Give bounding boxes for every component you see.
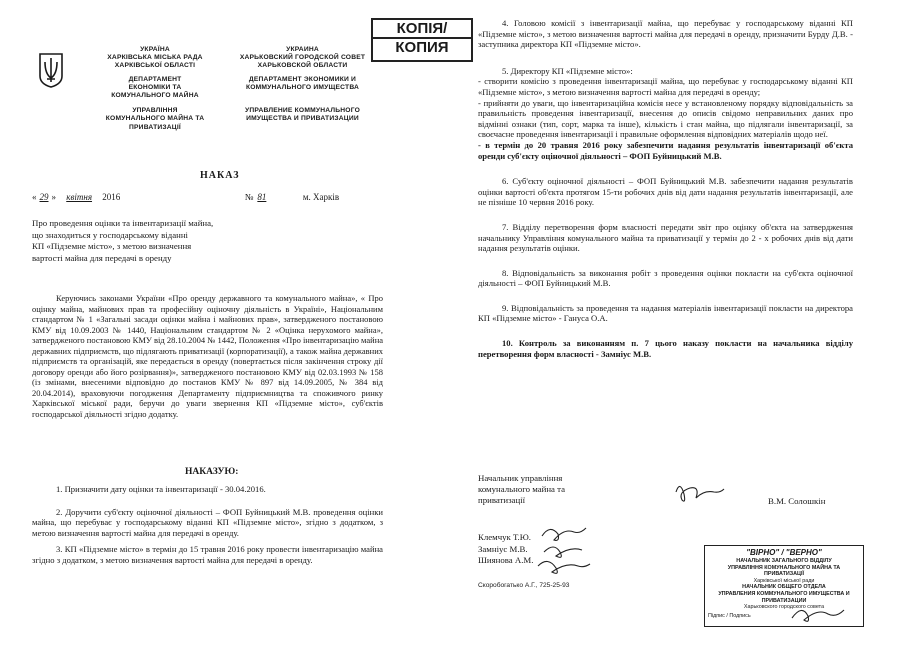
signatory-line: приватизації [478, 495, 526, 505]
copy-stamp-line: КОПІЯ/ [373, 20, 471, 39]
subject-line: що знаходиться у господарському віданні [32, 229, 188, 240]
order-heading: НАКАЗУЮ: [185, 467, 239, 477]
number-prefix: № [244, 192, 254, 202]
item-3: 3. КП «Підземне місто» в термін до 15 травня 2016 року провести інвентаризацію майна згідно з додатком, з метою визначення вартості майна для передачі в оренду. [32, 544, 383, 565]
item-9: 9. Відповідальність за проведення та надання матеріалів інвентаризації покласти на директора КП «Підземне місто» - Гануса О.А. [478, 302, 853, 324]
verno-stamp-line: НАЧАЛЬНИК ОБЩЕГО ОТДЕЛА [742, 584, 826, 591]
header-left-line: КОМУНАЛЬНОГО МАЙНА [111, 92, 199, 100]
item-8: 8. Відповідальність за виконання робіт з проведення оцінки покласти на суб'єкта оціночної діяльності – ФОП Буйницький М.В. [478, 267, 853, 289]
header-right-line: ИМУЩЕСТВА И ПРИВАТИЗАЦИИ [246, 115, 359, 123]
document-title: НАКАЗ [200, 170, 240, 181]
subject-line: Про проведення оцінки та інвентаризації майна, [32, 218, 214, 228]
approval-name: Клемчук Т.Ю. [478, 532, 531, 542]
item-5-b: - прийняти до уваги, що інвентаризаційна комісія несе у встановленому порядку відповідальність за правильність проведення інвентаризації, внесення до описів свідомо неправильних даних про відмінні ознаки (тип, сорт, марка та інше), кількість і стан майна, що підлягали інвентаризації, за своєчасне проведення інвентаризації і правильне оформлення відповідних матеріалів щодо неї. [478, 97, 853, 140]
verno-stamp-line: Харьковского городского совета [743, 604, 825, 611]
signatory-name: В.М. Солошкін [768, 496, 826, 506]
subject-line: КП «Підземне місто», з метою визначення [32, 241, 192, 251]
verno-stamp-line: НАЧАЛЬНИК ЗАГАЛЬНОГО ВІДДІЛУ [736, 558, 832, 564]
approval-name: Замніус М.В. [478, 543, 528, 554]
verno-stamp-line: Харківської міської ради [753, 577, 815, 584]
header-left-line: ДЕПАРТАМЕНТ [128, 75, 182, 83]
verno-signature [788, 602, 848, 626]
header-right-line: КОММУНАЛЬНОГО ИМУЩЕСТВА [245, 83, 360, 91]
signatory-line: комунального майна та [478, 484, 565, 494]
header-left-line: КОМУНАЛЬНОГО МАЙНА ТА [105, 115, 205, 123]
head-signature [670, 478, 728, 512]
header-left-line: ЕКОНОМІКИ ТА [128, 83, 182, 91]
item-10: 10. Контроль за виконанням п. 7 цього наказу покласти на начальника відділу перетворення форм власності - Замніус М.В. [478, 338, 853, 359]
verno-stamp-line: "ВІРНО" / "ВЕРНО" [746, 548, 822, 557]
date-month: квітня [66, 192, 93, 202]
item-4: 4. Головою комісії з інвентаризації майна, що перебуває у господарському віданні КП «Підземне місто», з метою визначення вартості майна для передачі в оренду, призначити Бурду Д.В. - заступника директора КП «Підземне місто». [478, 18, 853, 50]
verno-stamp-line: Підпис / Подпись [708, 612, 751, 619]
approval-name: Шиянова А.М. [478, 555, 534, 565]
date-line [32, 192, 382, 203]
header-left-line: ХАРКІВСЬКА МІСЬКА РАДА [107, 54, 203, 62]
signatory-position [478, 473, 628, 506]
subject-line: вартості майна для передачі в оренду [32, 252, 172, 263]
date-year: 2016 [102, 192, 121, 202]
copy-stamp [371, 18, 473, 62]
item-2: 2. Доручити суб'єкту оціночної діяльності – ФОП Буйницький М.В. проведення оцінки майна, що перебуває у господарському віданні КП «Підземне місто», згідно з додатком, з метою визначення вартості майна для передачі в оренду. [32, 506, 383, 538]
approval-signatures [530, 522, 600, 584]
items-right [478, 18, 853, 362]
header-left-line: УКРАЇНА [140, 46, 170, 53]
signatory-line: Начальник управління [478, 473, 563, 483]
item-5-a: - створити комісію з проведення інвентаризації майна, що перебуває у господарському віданні КП «Підземне місто», з метою визначення вартості майна для передачі в оренду; [478, 76, 853, 97]
verno-stamp-line: УПРАВЛЕНИЯ КОММУНАЛЬНОГО ИМУЩЕСТВА И ПРИВАТИЗАЦИИ [718, 590, 850, 604]
header-left-line: ПРИВАТИЗАЦІЇ [129, 123, 181, 131]
header-right-line: ХАРЬКОВСКИЙ ГОРОДСКОЙ СОВЕТ [239, 54, 366, 62]
date-day: 29 [39, 192, 49, 202]
date-close: » [51, 192, 56, 202]
header-right-line: ХАРЬКОВСКОЙ ОБЛАСТИ [257, 62, 348, 70]
item-6: 6. Суб'єкту оціночної діяльності – ФОП Буйницький М.В. забезпечити надання результатів оцінки вартості об'єкта протягом 15-ти робочих днів від дати надання результатів інвентаризації, але не пізніше 10 червня 2016 року. [478, 176, 853, 208]
item-5-heading: 5. Директору КП «Підземне місто»: [502, 65, 633, 76]
executor-info: Скоробогатько А.Г., 725-25-93 [478, 582, 570, 589]
header-right-line: ДЕПАРТАМЕНТ ЭКОНОМИКИ И [248, 75, 357, 83]
preamble: Керуючись законами України «Про оренду державного та комунального майна», « Про оцінку майна, майнових прав та професійну оціночну діяльність в Україні», Національним стандартом № 1 «Загальні засади оцінки майна і майнових прав», затвердженого постановою КМУ від 10.09.2003 № 1440, Національним стандартом № 2 «Оцінка нерухомого майна», затвердженого постановою КМУ від 28.10.2004 № 1442, Положення «Про інвентаризацію майна державних підприємств, що підлягають приватизації (корпоратизації), а також майна державних підприємств та організацій, яке передається в оренду (повертається після закінчення строку дії договору оренди або його розірвання)», затвердженого постановою КМУ від 02.03.1993 № 158 (із змінами, внесеними відповідно до постанов КМУ № 897 від 14.09.2005, № 384 від 20.04.2014), враховуючи погодження Департаменту підприємництва та споживчого ринку Харківської міської ради, беручи до уваги звернення КП «Підземне місто», суб'єктів господарської діяльності згідно додатку. [32, 293, 384, 419]
item-5-c: - в термін до 20 травня 2016 року забезпечити надання результатів інвентаризації об'єкта оренди суб'єкту оціночної діяльності – ФОП Буйницький М.В. [478, 139, 853, 161]
header-right-line: УКРАИНА [286, 46, 319, 53]
city: м. Харків [302, 192, 340, 202]
order-number: 81 [257, 192, 267, 202]
coat-of-arms-icon [38, 52, 64, 88]
items-left [32, 484, 383, 569]
date-open: « [32, 192, 37, 202]
header-left [80, 46, 230, 132]
header-right-line: УПРАВЛЕНИЕ КОММУНАЛЬНОГО [245, 107, 360, 115]
item-1: 1. Призначити дату оцінки та інвентаризації - 30.04.2016. [56, 484, 266, 494]
copy-stamp-line: КОПИЯ [395, 39, 449, 56]
header-left-line: УПРАВЛІННЯ [132, 107, 178, 115]
header-left-line: ХАРКІВСЬКОЇ ОБЛАСТІ [114, 62, 196, 70]
subject [32, 218, 292, 264]
item-7: 7. Відділу перетворення форм власності передати звіт про оцінку об'єкта на затвердження начальнику Управління комунального майна та приватизації у термін до 2 - х робочих днів від дати надання результатів оцінки. [478, 221, 853, 254]
verno-stamp-line: УПРАВЛІННЯ КОМУНАЛЬНОГО МАЙНА ТА ПРИВАТИЗАЦІЇ [727, 564, 841, 578]
header-right [225, 46, 380, 123]
